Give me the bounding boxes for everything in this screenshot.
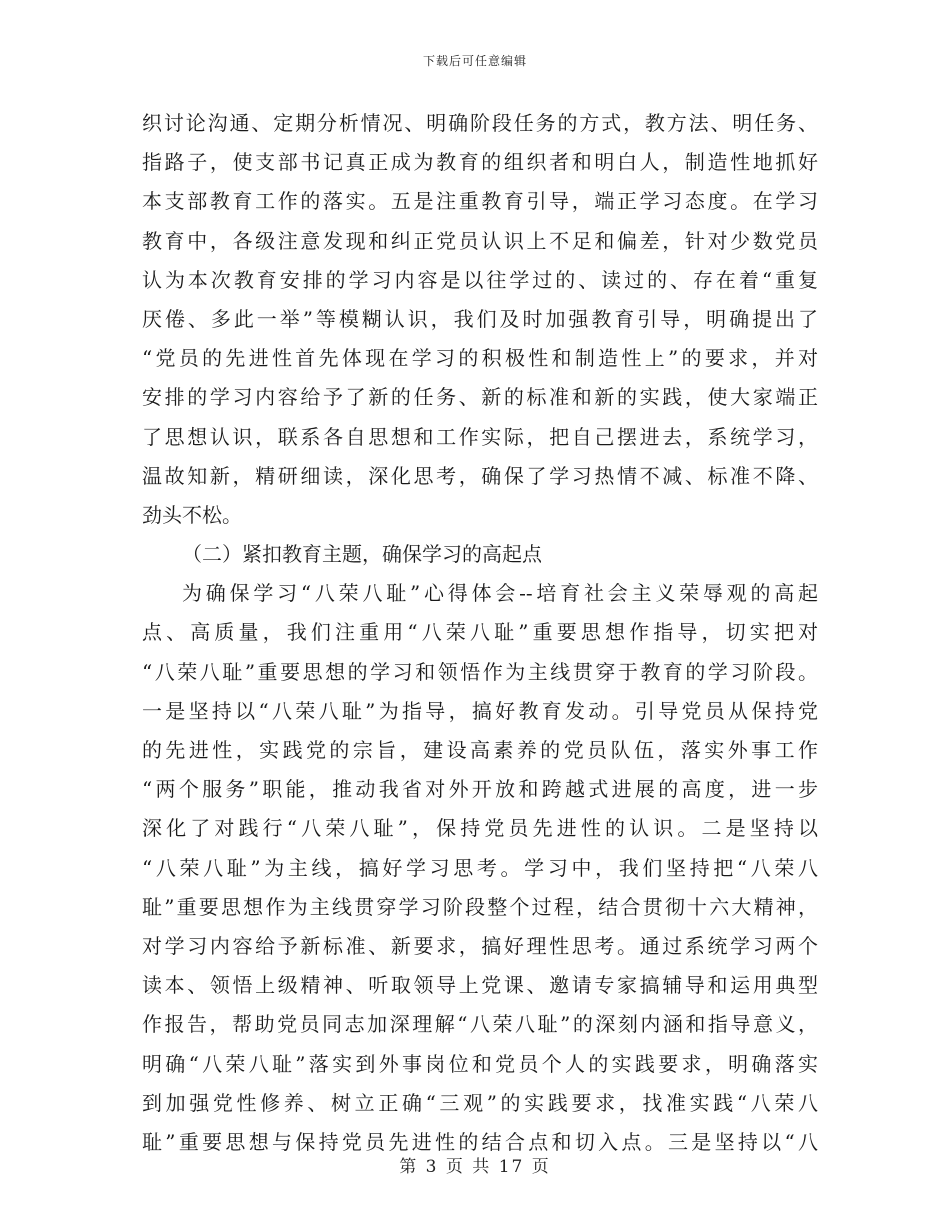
- text-line: 温故知新，精研细读，深化思考，确保了学习热情不减、标准不降、: [142, 463, 818, 488]
- text-line: 深化了对践行“八荣八耻”，保持党员先进性的认识。二是坚持以: [142, 816, 818, 841]
- text-line: 一是坚持以“八荣八耻”为指导，搞好教育发动。引导党员从保持党: [142, 698, 818, 723]
- text-line: 本支部教育工作的落实。五是注重教育引导，端正学习态度。在学习: [142, 189, 818, 214]
- text-line: 作报告，帮助党员同志加深理解“八荣八耻”的深刻内涵和指导意义，: [142, 1012, 818, 1037]
- text-line: 耻”重要思想与保持党员先进性的结合点和切入点。三是坚持以“八: [142, 1129, 818, 1154]
- section-heading: （二）紧扣教育主题，确保学习的高起点: [182, 542, 542, 567]
- text-line: “八荣八耻”为主线，搞好学习思考。学习中，我们坚持把“八荣八: [142, 855, 818, 880]
- text-line: 安排的学习内容给予了新的任务、新的标准和新的实践，使大家端正: [142, 385, 818, 410]
- document-body: [142, 104, 818, 1162]
- text-line: 到加强党性修养、树立正确“三观”的实践要求，找准实践“八荣八: [142, 1090, 818, 1115]
- text-line: 明确“八荣八耻”落实到外事岗位和党员个人的实践要求，明确落实: [142, 1051, 818, 1076]
- page-number: 第 3 页 共 17 页: [399, 1157, 551, 1177]
- text-line: 的先进性，实践党的宗旨，建设高素养的党员队伍，落实外事工作: [142, 738, 818, 762]
- text-line: “党员的先进性首先体现在学习的积极性和制造性上”的要求，并对: [142, 346, 818, 371]
- text-line: 耻”重要思想作为主线贯穿学习阶段整个过程，结合贯彻十六大精神，: [142, 894, 818, 919]
- text-line: “两个服务”职能，推动我省对外开放和跨越式进展的高度，进一步: [142, 777, 818, 802]
- page-header: 下载后可任意编辑: [422, 54, 527, 68]
- text-line: 指路子，使支部书记真正成为教育的组织者和明白人，制造性地抓好: [142, 150, 818, 175]
- text-line: 了思想认识，联系各自思想和工作实际，把自己摆进去，系统学习，: [142, 424, 818, 449]
- text-line: 教育中，各级注意发现和纠正党员认识上不足和偏差，针对少数党员: [142, 228, 818, 253]
- text-line: 厌倦、多此一举”等模糊认识，我们及时加强教育引导，明确提出了: [142, 306, 818, 331]
- text-line: 点、高质量，我们注重用“八荣八耻”重要思想作指导，切实把对: [142, 620, 818, 645]
- text-line: 劲头不松。: [142, 502, 242, 527]
- text-line: 对学习内容给予新标准、新要求，搞好理性思考。通过系统学习两个: [142, 933, 818, 958]
- text-line: 读本、领悟上级精神、听取领导上党课、邀请专家搞辅导和运用典型: [142, 973, 818, 998]
- text-line: “八荣八耻”重要思想的学习和领悟作为主线贯穿于教育的学习阶段。: [142, 659, 818, 684]
- text-line: 认为本次教育安排的学习内容是以往学过的、读过的、存在着“重复: [142, 267, 818, 292]
- text-line: 织讨论沟通、定期分析情况、明确阶段任务的方式，教方法、明任务、: [142, 111, 818, 135]
- text-line: 为确保学习“八荣八耻”心得体会--培育社会主义荣辱观的高起: [182, 581, 818, 606]
